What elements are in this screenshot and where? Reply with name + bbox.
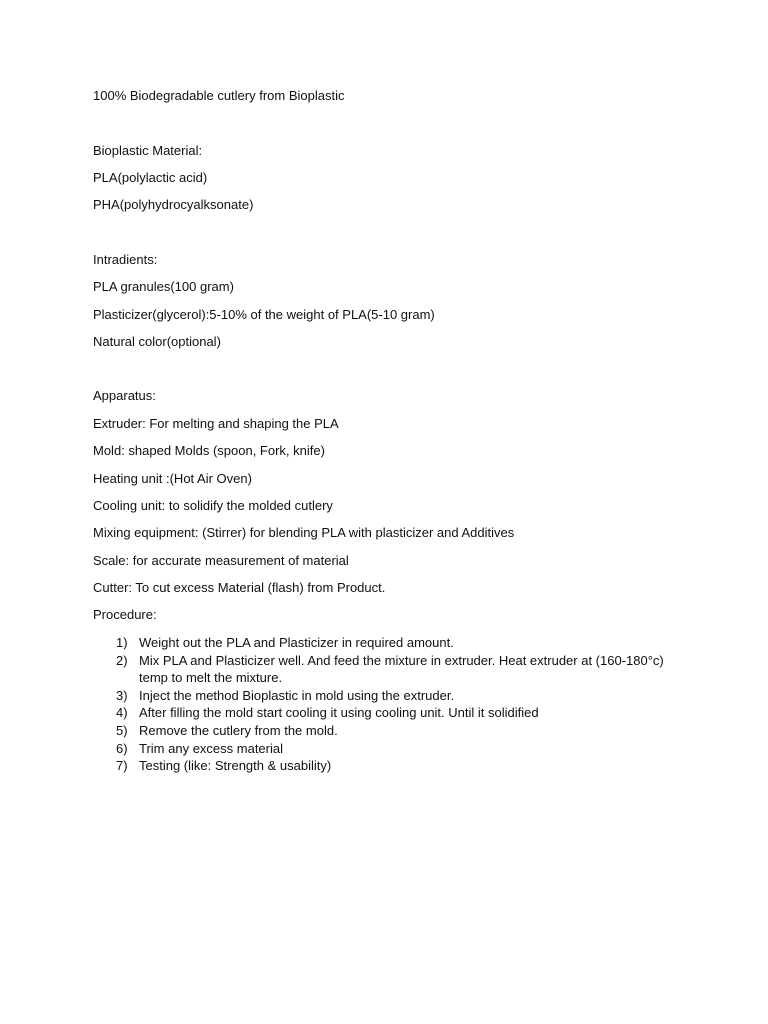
- apparatus-item: Cutter: To cut excess Material (flash) from Product.: [93, 580, 386, 595]
- ingredient-item: Plasticizer(glycerol):5-10% of the weight of PLA(5-10 gram): [93, 307, 435, 322]
- step-text: Testing (like: Strength & usability): [139, 758, 332, 774]
- step-number: 2): [116, 652, 128, 668]
- procedure-step: [93, 687, 683, 705]
- step-number: 6): [116, 740, 128, 756]
- apparatus-item: Mixing equipment: (Stirrer) for blending PLA with plasticizer and Additives: [93, 525, 515, 540]
- step-number: 5): [116, 722, 128, 738]
- procedure-step: [93, 652, 683, 687]
- procedure-step: [93, 704, 683, 722]
- step-text: Mix PLA and Plasticizer well. And feed the mixture in extruder. Heat extruder at (160-180°c) temp to melt the mixture.: [139, 652, 664, 686]
- step-number: 7): [116, 758, 128, 774]
- apparatus-item: Heating unit :(Hot Air Oven): [93, 471, 252, 486]
- step-text: Inject the method Bioplastic in mold using the extruder.: [139, 687, 455, 703]
- step-text: Weight out the PLA and Plasticizer in required amount.: [139, 635, 454, 650]
- procedure-step: [93, 757, 683, 775]
- step-number: 3): [116, 687, 128, 703]
- step-text: After filling the mold start cooling it using cooling unit. Until it solidified: [139, 705, 539, 721]
- step-text: Remove the cutlery from the mold.: [139, 722, 338, 738]
- apparatus-item: Mold: shaped Molds (spoon, Fork, knife): [93, 443, 325, 458]
- material-item: PHA(polyhydrocyalksonate): [93, 197, 254, 212]
- procedure-steps: [93, 634, 683, 775]
- ingredient-item: Natural color(optional): [93, 334, 221, 349]
- apparatus-heading: Apparatus:: [93, 388, 156, 403]
- apparatus-item: Extruder: For melting and shaping the PLA: [93, 416, 339, 431]
- material-item: PLA(polylactic acid): [93, 170, 208, 185]
- apparatus-item: Cooling unit: to solidify the molded cutlery: [93, 498, 333, 513]
- procedure-step: [93, 740, 683, 758]
- document-title: 100% Biodegradable cutlery from Bioplastic: [93, 88, 345, 103]
- step-number: 1): [116, 635, 128, 650]
- procedure-step: [93, 634, 683, 652]
- ingredient-item: PLA granules(100 gram): [93, 279, 234, 294]
- materials-heading: Bioplastic Material:: [93, 143, 203, 158]
- procedure-step: [93, 722, 683, 740]
- apparatus-item: Scale: for accurate measurement of material: [93, 553, 349, 568]
- step-text: Trim any excess material: [139, 740, 283, 756]
- step-number: 4): [116, 705, 128, 721]
- procedure-heading: Procedure:: [93, 607, 157, 622]
- ingredients-heading: Intradients:: [93, 252, 158, 267]
